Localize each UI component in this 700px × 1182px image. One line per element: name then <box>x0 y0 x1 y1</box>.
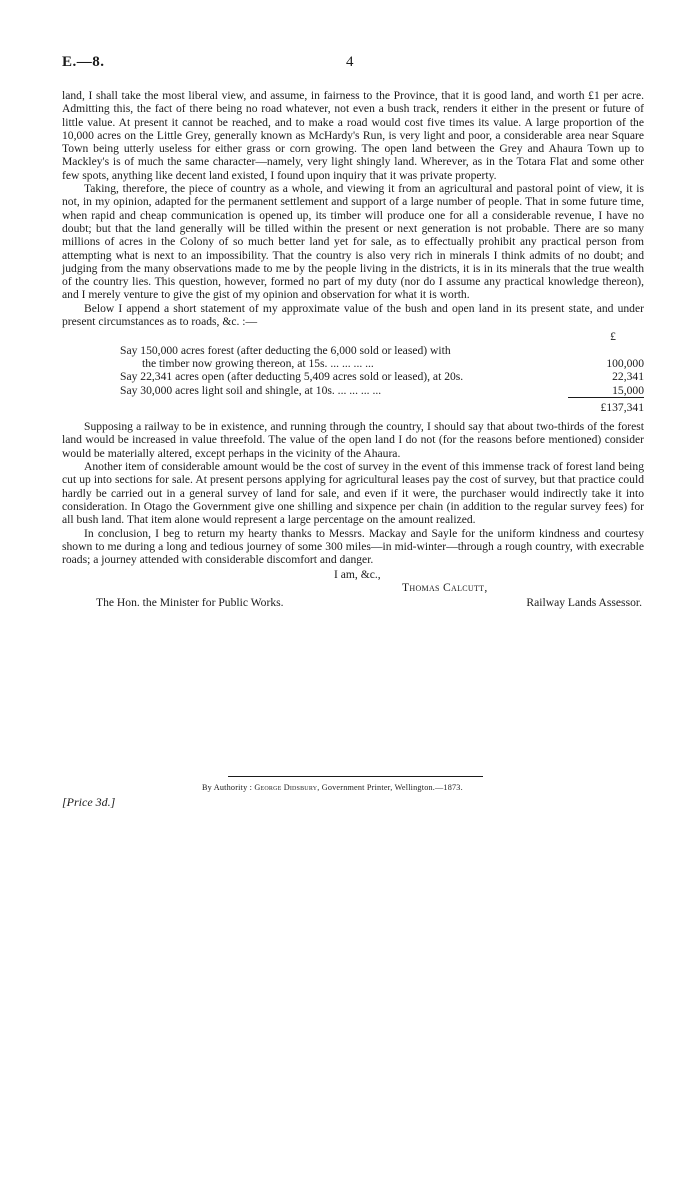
schedule-row <box>62 384 644 398</box>
schedule-item-description: Say 30,000 acres light soil and shingle, at 10s. ... ... ... ... <box>120 384 382 398</box>
paragraph-country-assessment: Taking, therefore, the piece of country as a whole, and viewing it from an agricultural and pastoral point of view, it is not, in my opinion, adapted for the permanent settlement and support of a large number of people. That in some future time, when rapid and cheap communication is opened up, its timber will produce one for all a considerable revenue, I have no doubt; but that the land generally will be tilled within the present or next generation is not probable. There are so many millions of acres in the Colony of so much better land yet for sale, as to effectually prohibit any practical person from attempting what is next to an impossibility. That the country is also very rich in minerals I think admits of no doubt; and judging from the many observations made to me by the people living in the districts, it is in its minerals that the true wealth of the country lies. This question, however, formed no part of my duty (nor do I assume any practical knowledge thereon), and I merely venture to give the gist of my opinion and observation for what it is worth. <box>62 182 644 302</box>
schedule-row <box>62 370 644 383</box>
schedule-item-description: Say 22,341 acres open (after deducting 5,409 acres sold or leased), at 20s. <box>120 370 464 384</box>
schedule-item-amount: 22,341 <box>612 370 644 384</box>
page-header <box>62 54 644 74</box>
paragraph-survey-cost: Another item of considerable amount would be the cost of survey in the event of this immense track of forest land being cut up into sections for sale. At present persons applying for agricultural leases pay the cost of survey, but that practice could hardly be carried out in a general survey of land for sale, and even if it were, the purchaser would indirectly take it into consideration. In Otago the Government give one shilling and sixpence per chain (in addition to the regular survey fees) for all bush land. That item alone would represent a large percentage on the amount realized. <box>62 460 644 527</box>
schedule-item-amount: 15,000 <box>612 383 644 397</box>
paragraph-railway: Supposing a railway to be in existence, and running through the country, I should say that about two-thirds of the forest land would be increased in value threefold. The value of the open land I do not (for the reasons before mentioned) consider would be materially altered, except perhaps in the vicinity of the Ahaura. <box>62 420 644 460</box>
price-label: [Price 3d.] <box>62 795 116 809</box>
printer-imprint <box>202 783 463 792</box>
paper-reference: E.—8. <box>62 54 105 70</box>
imprint-suffix: Government Printer, Wellington.—1873. <box>321 783 463 792</box>
signatory-name: Thomas Calcutt, <box>402 581 488 595</box>
paragraph-land-value: land, I shall take the most liberal view, and assume, in fairness to the Province, that it is good land, and worth £1 per acre. Admitting this, the fact of there being no road whatever, not even a bush track, renders it either in the present or future of little value. At present it cannot be reached, and to make a road would cost five times its value. A large proportion of the 10,000 acres on the Little Grey, generally known as McHardy's Run, is very light and poor, a considerable area near Square Town being utterly useless for either grass or corn growing. The open land between the Grey and Ahaura Town up to Mackley's is of much the same character—namely, very light shingly land. Wherever, as in the Totara Flat and some other few spots, anything like decent land existed, I found upon inquiry that it was private property. <box>62 89 644 182</box>
schedule-total: £137,341 <box>568 397 644 420</box>
paragraph-conclusion: In conclusion, I beg to return my hearty thanks to Messrs. Mackay and Sayle for the uniform kindness and courtesy shown to me during a long and tedious journey of some 300 miles—in mid-winter—through a rough country, with execrable roads; a journey attended with considerable discomfort and danger. <box>62 526 644 567</box>
closing-salutation: I am, &c., <box>334 568 381 582</box>
imprint-prefix: By Authority : <box>202 783 253 792</box>
valuation-schedule <box>62 330 644 420</box>
schedule-item-amount: 100,000 <box>606 356 644 370</box>
page-number: 4 <box>346 54 354 70</box>
addressee: The Hon. the Minister for Public Works. <box>96 596 284 610</box>
imprint-printer: George Didsbury, <box>254 783 320 792</box>
letter-closing <box>62 568 644 612</box>
schedule-unit-row <box>62 330 644 343</box>
schedule-item-description: Say 150,000 acres forest (after deducting the 6,000 sold or leased) with <box>120 343 451 357</box>
schedule-row <box>62 344 644 371</box>
report-body <box>62 89 644 612</box>
imprint-rule <box>228 776 483 777</box>
currency-unit: £ <box>610 330 616 344</box>
schedule-total-row <box>62 397 644 420</box>
schedule-item-continuation: the timber now growing thereon, at 15s. ... ... ... ... <box>142 356 374 370</box>
signatory-title: Railway Lands Assessor. <box>526 596 642 610</box>
paragraph-statement-intro: Below I append a short statement of my approximate value of the bush and open land in its present state, and under present circumstances as to roads, &c. :— <box>62 301 644 329</box>
